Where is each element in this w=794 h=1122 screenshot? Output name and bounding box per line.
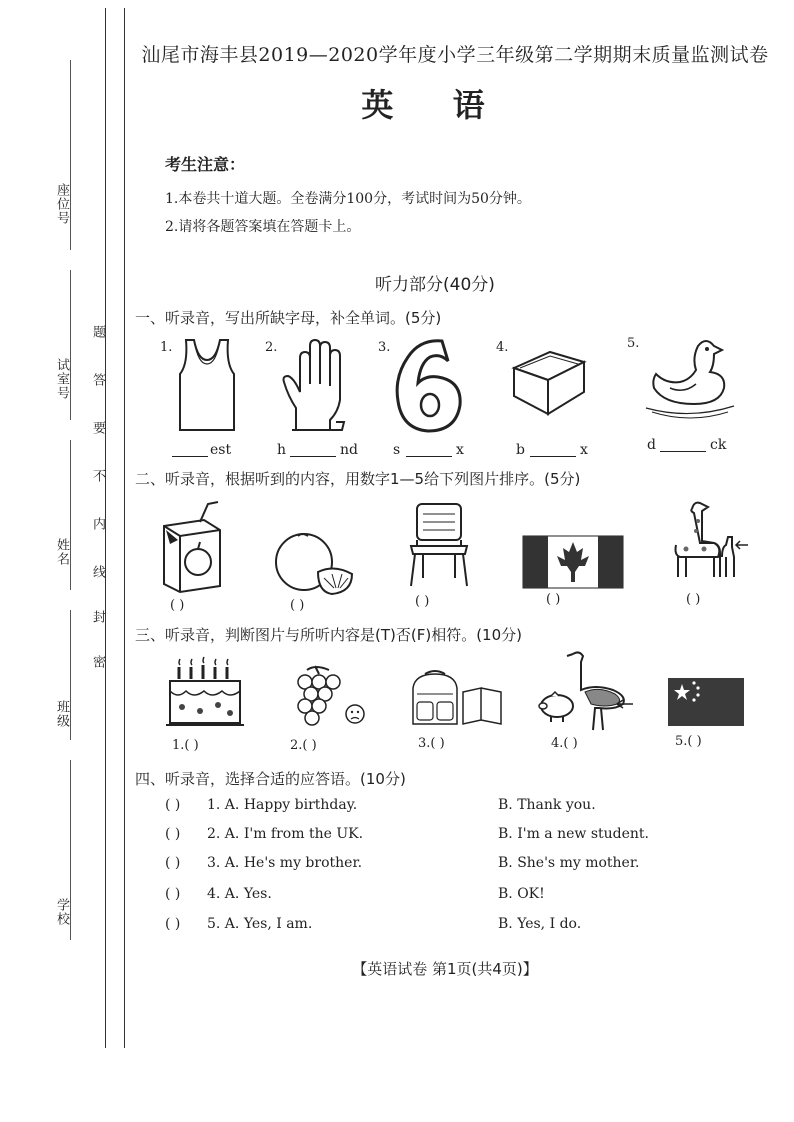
box-icon (510, 338, 590, 428)
mc-option-a: 4. A. Yes. (207, 886, 272, 902)
china-flag-icon (668, 678, 744, 726)
exam-header: 汕尾市海丰县2019—2020学年度小学三年级第二学期期末质量监测试卷 (141, 44, 769, 66)
notice-title: 考生注意： (165, 155, 246, 174)
seal-char: 密 (90, 655, 105, 669)
mc-option-b: B. She's my mother. (498, 855, 640, 871)
tf-answer[interactable]: 5.( ) (675, 734, 702, 749)
mc-option-b: B. Thank you. (498, 797, 596, 813)
orange-icon (272, 532, 362, 597)
question-1-title: 一、听录音，写出所缺字母，补全单词。(5分) (135, 309, 442, 327)
word-prefix: b (516, 442, 525, 458)
word-suffix: ck (710, 437, 727, 453)
order-answer[interactable]: ( ) (686, 592, 701, 607)
item-number: 2. (265, 340, 278, 355)
duck-icon (640, 332, 740, 422)
school-label: 学校 (54, 898, 69, 926)
number-six-icon (390, 335, 470, 435)
item-number: 5. (627, 336, 640, 351)
mc-answer-blank[interactable]: ( ) (165, 916, 181, 932)
word-prefix: d (647, 437, 656, 453)
seal-char: 封 (90, 610, 105, 624)
juice-box-icon (160, 500, 230, 595)
question-3-title: 三、听录音，判断图片与所听内容是(T)否(F)相符。(10分) (135, 626, 522, 644)
tf-answer[interactable]: 1.( ) (172, 738, 199, 753)
word-prefix: h (277, 442, 287, 458)
word-suffix: est (210, 442, 232, 458)
margin-line-inner (124, 8, 125, 1048)
mc-answer-blank[interactable]: ( ) (165, 886, 181, 902)
mc-option-a: 2. A. I'm from the UK. (207, 826, 364, 842)
tf-answer[interactable]: 2.( ) (290, 738, 317, 753)
school-field[interactable] (70, 760, 71, 940)
mc-answer-blank[interactable]: ( ) (165, 826, 181, 842)
room-label: 试室号 (54, 358, 69, 400)
question-4-title: 四、听录音，选择合适的应答语。(10分) (135, 770, 406, 788)
seal-char: 题 (90, 325, 105, 339)
order-answer[interactable]: ( ) (170, 598, 185, 613)
word-blank[interactable] (406, 442, 452, 457)
notice-item: 2.请将各题答案填在答题卡上。 (165, 219, 361, 235)
notice-item: 1.本卷共十道大题。全卷满分100分，考试时间为50分钟。 (165, 191, 531, 207)
class-label: 班级 (54, 700, 69, 728)
word-suffix: x (580, 442, 588, 458)
question-2-title: 二、听录音，根据听到的内容，用数字1—5给下列图片排序。(5分) (135, 470, 581, 488)
giraffe-icon (670, 495, 750, 590)
item-number: 1. (160, 340, 173, 355)
seal-char: 内 (90, 517, 105, 531)
tf-answer[interactable]: 3.( ) (418, 736, 445, 751)
canada-flag-icon (523, 536, 623, 588)
schoolbag-book-icon (405, 668, 505, 730)
mc-answer-blank[interactable]: ( ) (165, 797, 181, 813)
pig-ostrich-icon (537, 650, 637, 732)
item-number: 3. (378, 340, 391, 355)
seat-label: 座位号 (54, 183, 69, 225)
name-field[interactable] (70, 440, 71, 590)
mc-option-a: 5. A. Yes, I am. (207, 916, 313, 932)
page-title: 英 语 (361, 86, 509, 124)
mc-answer-blank[interactable]: ( ) (165, 855, 181, 871)
grapes-icon (285, 662, 370, 732)
vest-icon (172, 338, 242, 433)
seal-char: 线 (90, 565, 105, 579)
seal-char: 答 (90, 373, 105, 387)
word-suffix: nd (340, 442, 358, 458)
mc-option-b: B. I'm a new student. (498, 826, 649, 842)
tf-answer[interactable]: 4.( ) (551, 736, 578, 751)
hand-icon (282, 338, 362, 433)
word-blank[interactable] (172, 442, 208, 457)
order-answer[interactable]: ( ) (290, 598, 305, 613)
word-prefix: s (393, 442, 401, 458)
word-suffix: x (456, 442, 464, 458)
seal-char: 不 (90, 469, 105, 483)
name-label: 姓名 (54, 538, 69, 566)
birthday-cake-icon (166, 655, 246, 730)
mc-option-a: 3. A. He's my brother. (207, 855, 363, 871)
order-answer[interactable]: ( ) (546, 592, 561, 607)
chair-icon (405, 500, 475, 590)
page-footer: 【英语试卷 第1页(共4页)】 (352, 960, 538, 978)
mc-option-b: B. OK! (498, 886, 545, 902)
listening-section-title: 听力部分(40分) (375, 275, 495, 295)
class-field[interactable] (70, 610, 71, 740)
word-blank[interactable] (660, 437, 706, 452)
order-answer[interactable]: ( ) (415, 594, 430, 609)
word-blank[interactable] (530, 442, 576, 457)
item-number: 4. (496, 340, 509, 355)
mc-option-a: 1. A. Happy birthday. (207, 797, 358, 813)
mc-option-b: B. Yes, I do. (498, 916, 582, 932)
word-blank[interactable] (290, 442, 336, 457)
seal-char: 要 (90, 421, 105, 435)
